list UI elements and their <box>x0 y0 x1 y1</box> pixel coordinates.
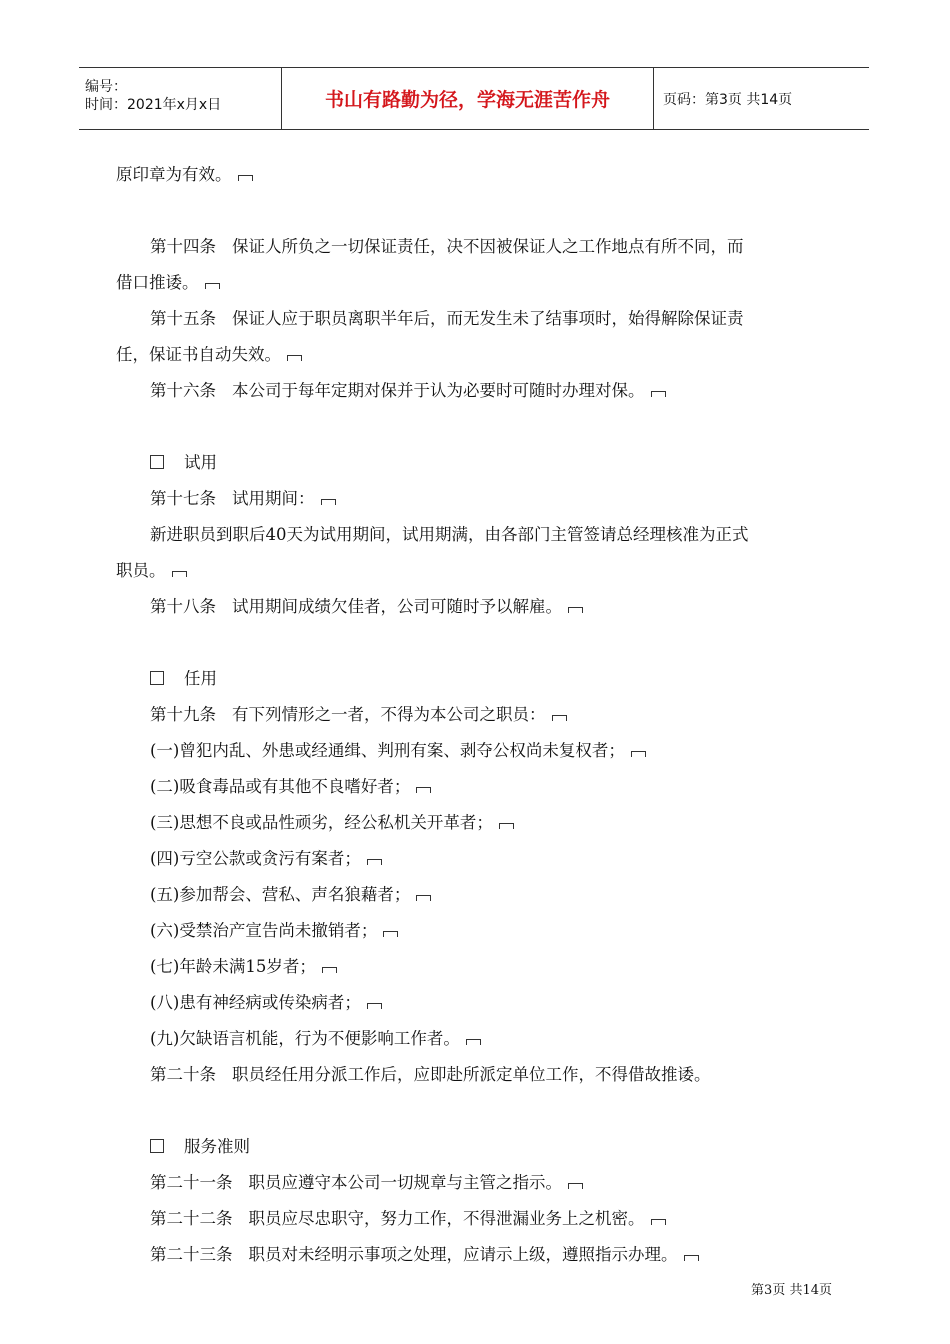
paragraph-mark-icon <box>367 1003 382 1009</box>
line-text: 试用期间成绩欠佳者，公司可随时予以解雇。 <box>232 597 562 616</box>
paragraph-mark-icon <box>466 1039 481 1045</box>
line-text: 保证人应于职员离职半年后，而无发生未了结事项时，始得解除保证责 <box>232 309 744 328</box>
page-header <box>79 67 869 130</box>
text-line <box>116 805 836 841</box>
document-time-label: 时间：2021年x月x日 <box>85 96 222 113</box>
text-line <box>116 157 836 193</box>
paragraph-mark-icon <box>367 859 382 865</box>
paragraph-mark-icon <box>172 571 187 577</box>
section-heading <box>116 1129 836 1165</box>
section-title: 试用 <box>184 453 217 472</box>
text-line <box>116 769 836 805</box>
text-line <box>116 877 836 913</box>
checkbox-square-icon <box>150 671 164 685</box>
paragraph-mark-icon <box>568 607 583 613</box>
paragraph-mark-icon <box>383 931 398 937</box>
text-line <box>116 301 836 337</box>
checkbox-square-icon <box>150 1139 164 1153</box>
section-heading <box>116 661 836 697</box>
line-text: (八)患有神经病或传染病者； <box>150 993 361 1012</box>
line-text: 试用期间： <box>232 489 315 508</box>
line-text: (二)吸食毒品或有其他不良嗜好者； <box>150 777 411 796</box>
text-line <box>116 229 836 265</box>
line-text: 借口推诿。 <box>116 273 199 292</box>
paragraph-gap <box>116 193 836 229</box>
text-line <box>116 337 836 373</box>
line-text: 任，保证书自动失效。 <box>116 345 281 364</box>
document-number-label: 编号： <box>85 78 127 95</box>
line-text: 职员对未经明示事项之处理，应请示上级，遵照指示办理。 <box>248 1245 678 1264</box>
article-number: 第十九条 <box>150 705 216 724</box>
text-line <box>116 985 836 1021</box>
article-number: 第二十二条 <box>150 1209 233 1228</box>
text-line <box>116 481 836 517</box>
page-footer: 第3页 共14页 <box>751 1283 832 1298</box>
text-line <box>116 265 836 301</box>
article-number: 第十六条 <box>150 381 216 400</box>
text-line <box>116 949 836 985</box>
text-line <box>116 517 836 553</box>
paragraph-mark-icon <box>322 967 337 973</box>
line-text: 职员。 <box>116 561 166 580</box>
paragraph-mark-icon <box>552 715 567 721</box>
line-text: (三)思想不良或品性顽劣，经公私机关开革者； <box>150 813 493 832</box>
line-text: 保证人所负之一切保证责任，决不因被保证人之工作地点有所不同，而 <box>232 237 744 256</box>
paragraph-mark-icon <box>631 751 646 757</box>
paragraph-mark-icon <box>651 1219 666 1225</box>
paragraph-mark-icon <box>416 895 431 901</box>
header-page-code: 页码：第3页 共14页 <box>663 91 793 108</box>
article-number: 第十四条 <box>150 237 216 256</box>
line-text: (四)亏空公款或贪污有案者； <box>150 849 361 868</box>
article-number: 第十五条 <box>150 309 216 328</box>
section-title: 服务准则 <box>184 1137 250 1156</box>
header-motto: 书山有路勤为径，学海无涯苦作舟 <box>281 68 654 129</box>
article-number: 第二十三条 <box>150 1245 233 1264</box>
line-text: (七)年龄未满15岁者； <box>150 957 316 976</box>
header-meta <box>79 68 281 129</box>
paragraph-gap <box>116 409 836 445</box>
paragraph-mark-icon <box>287 355 302 361</box>
paragraph-gap <box>116 1093 836 1129</box>
paragraph-mark-icon <box>321 499 336 505</box>
article-number: 第二十一条 <box>150 1173 233 1192</box>
text-line <box>116 1021 836 1057</box>
text-line <box>116 733 836 769</box>
text-line <box>116 913 836 949</box>
section-heading <box>116 445 836 481</box>
document-body <box>116 157 836 1273</box>
article-number: 第十七条 <box>150 489 216 508</box>
paragraph-mark-icon <box>684 1255 699 1261</box>
text-line <box>116 1237 836 1273</box>
line-text: (六)受禁治产宣告尚未撤销者； <box>150 921 378 940</box>
paragraph-mark-icon <box>568 1183 583 1189</box>
article-number: 第十八条 <box>150 597 216 616</box>
paragraph-mark-icon <box>205 283 220 289</box>
text-line <box>116 553 836 589</box>
line-text: 新进职员到职后40天为试用期间，试用期满，由各部门主管签请总经理核准为正式 <box>150 525 749 544</box>
line-text: (九)欠缺语言机能，行为不便影响工作者。 <box>150 1029 460 1048</box>
line-text: 原印章为有效。 <box>116 165 232 184</box>
line-text: (一)曾犯内乱、外患或经通缉、判刑有案、剥夺公权尚未复权者； <box>150 741 625 760</box>
line-text: 有下列情形之一者，不得为本公司之职员： <box>232 705 546 724</box>
paragraph-mark-icon <box>416 787 431 793</box>
text-line <box>116 589 836 625</box>
paragraph-mark-icon <box>499 823 514 829</box>
text-line <box>116 841 836 877</box>
line-text: 本公司于每年定期对保并于认为必要时可随时办理对保。 <box>232 381 645 400</box>
paragraph-gap <box>116 625 836 661</box>
text-line <box>116 1165 836 1201</box>
paragraph-mark-icon <box>238 175 253 181</box>
line-text: 职员应尽忠职守，努力工作，不得泄漏业务上之机密。 <box>248 1209 645 1228</box>
text-line <box>116 1057 836 1093</box>
line-text: (五)参加帮会、营私、声名狼藉者； <box>150 885 411 904</box>
text-line <box>116 373 836 409</box>
article-number: 第二十条 <box>150 1065 216 1084</box>
text-line <box>116 697 836 733</box>
line-text: 职员应遵守本公司一切规章与主管之指示。 <box>248 1173 562 1192</box>
paragraph-mark-icon <box>651 391 666 397</box>
checkbox-square-icon <box>150 455 164 469</box>
section-title: 任用 <box>184 669 217 688</box>
line-text: 职员经任用分派工作后，应即赴所派定单位工作，不得借故推诿。 <box>232 1065 711 1084</box>
text-line <box>116 1201 836 1237</box>
